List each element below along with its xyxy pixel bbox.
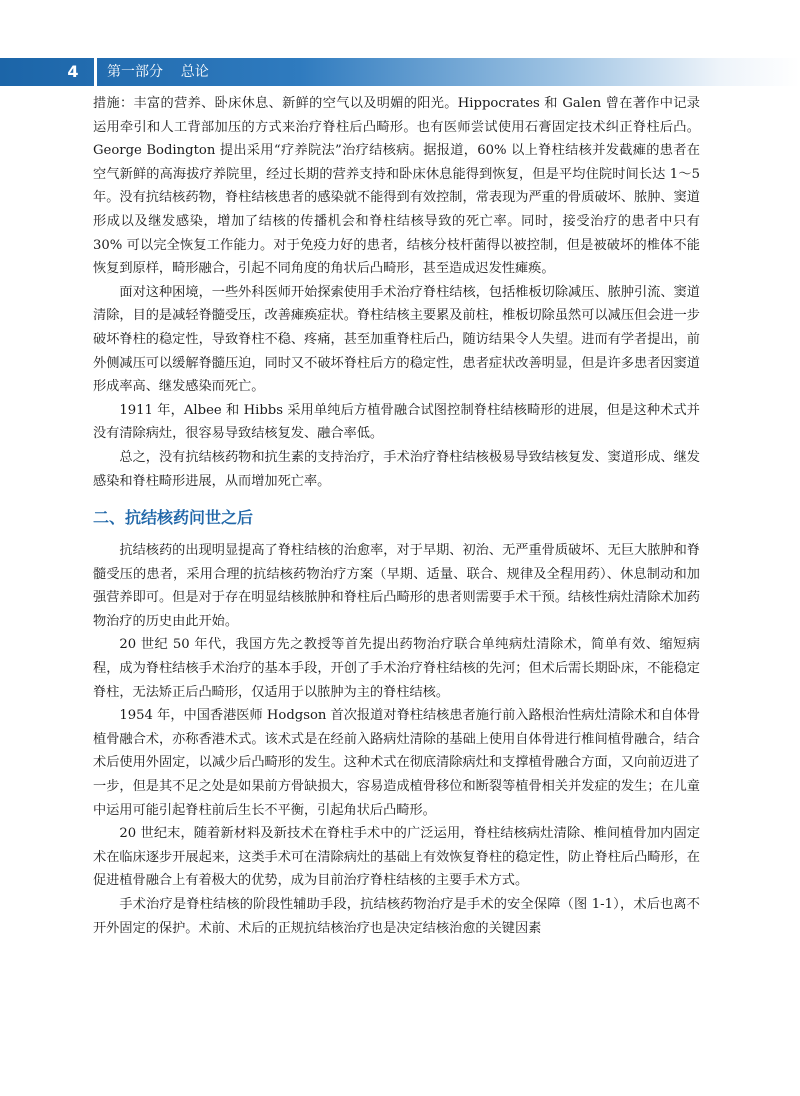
page-body bbox=[93, 92, 700, 940]
body-paragraph: 抗结核药的出现明显提高了脊柱结核的治愈率，对于早期、初治、无严重骨质破坏、无巨大脓肿和脊髓受压的患者，采用合理的抗结核药物治疗方案（早期、适量、联合、规律及全程用药）、休息制动和加强营养即可。但是对于存在明显结核脓肿和脊柱后凸畸形的患者则需要手术干预。结核性病灶清除术加药物治疗的历史由此开始。 bbox=[93, 543, 700, 629]
running-header-title: 第一部分 总论 bbox=[107, 64, 209, 80]
body-paragraph: 措施：丰富的营养、卧床休息、新鲜的空气以及明媚的阳光。Hippocrates 和 Galen 曾在著作中记录运用牵引和人工背部加压的方式来治疗脊柱后凸畸形。也有医师尝试使用石膏固定技术纠正脊柱后凸。George Bodington 提出采用“疗养院法”治疗结核病。据报道，60% 以上脊柱结核并发截瘫的患者在空气新鲜的高海拔疗养院里，经过长期的营养支持和卧床休息能得到恢复，但是平均住院时间长达 1～5 年。没有抗结核药物，脊柱结核患者的感染就不能得到有效控制，常表现为严重的骨质破坏、脓肿、窦道形成以及继发感染，增加了结核的传播机会和脊柱结核导致的死亡率。同时，接受治疗的患者中只有 30% 可以完全恢复工作能力。对于免疫力好的患者，结核分枝杆菌得以被控制，但是被破坏的椎体不能恢复到原样，畸形融合，引起不同角度的角状后凸畸形，甚至造成迟发性瘫痪。 bbox=[93, 96, 700, 277]
body-paragraph: 1911 年，Albee 和 Hibbs 采用单纯后方植骨融合试图控制脊柱结核畸形的进展，但是这种术式并没有清除病灶，很容易导致结核复发、融合率低。 bbox=[93, 402, 700, 442]
body-paragraph: 20 世纪末，随着新材料及新技术在脊柱手术中的广泛运用，脊柱结核病灶清除、椎间植骨加内固定术在临床逐步开展起来，这类手术可在清除病灶的基础上有效恢复脊柱的稳定性，防止脊柱后凸畸形，在促进植骨融合上有着极大的优势，成为目前治疗脊柱结核的主要手术方式。 bbox=[93, 826, 700, 889]
body-paragraph: 总之，没有抗结核药物和抗生素的支持治疗，手术治疗脊柱结核极易导致结核复发、窦道形成、继发感染和脊柱畸形进展，从而增加死亡率。 bbox=[93, 449, 700, 489]
body-paragraph: 面对这种困境，一些外科医师开始探索使用手术治疗脊柱结核，包括椎板切除减压、脓肿引流、窦道清除，目的是减轻脊髓受压，改善瘫痪症状。脊柱结核主要累及前柱，椎板切除虽然可以减压但会进一步破坏脊柱的稳定性，导致脊柱不稳、疼痛，甚至加重脊柱后凸，随访结果令人失望。进而有学者提出，前外侧减压可以缓解脊髓压迫，同时又不破坏脊柱后方的稳定性，患者症状改善明显，但是许多患者因窦道形成率高、继发感染而死亡。 bbox=[93, 284, 700, 395]
header-divider bbox=[94, 58, 97, 86]
body-paragraph: 1954 年，中国香港医师 Hodgson 首次报道对脊柱结核患者施行前入路根治性病灶清除术和自体骨植骨融合术，亦称香港术式。该术式是在经前入路病灶清除的基础上使用自体骨进行椎间植骨融合，结合术后使用外固定，以减少后凸畸形的发生。这种术式在彻底清除病灶和支撑植骨融合方面，又向前迈进了一步，但是其不足之处是如果前方骨缺损大，容易造成植骨移位和断裂等植骨相关并发症的发生；在儿童中运用可能引起脊柱前后生长不平衡，引起角状后凸畸形。 bbox=[93, 708, 700, 818]
page-number: 4 bbox=[67, 62, 79, 81]
section-heading: 二、抗结核药问世之后 bbox=[93, 508, 254, 528]
body-paragraph: 手术治疗是脊柱结核的阶段性辅助手段，抗结核药物治疗是手术的安全保障（图 1-1），术后也离不开外固定的保护。术前、术后的正规抗结核治疗也是决定结核治愈的关键因素 bbox=[93, 897, 700, 936]
running-header-bar bbox=[0, 58, 800, 86]
body-paragraph: 20 世纪 50 年代，我国方先之教授等首先提出药物治疗联合单纯病灶清除术，简单有效、缩短病程，成为脊柱结核手术治疗的基本手段，开创了手术治疗脊柱结核的先河；但术后需长期卧床，不能稳定脊柱，无法矫正后凸畸形，仅适用于以脓肿为主的脊柱结核。 bbox=[93, 637, 700, 700]
